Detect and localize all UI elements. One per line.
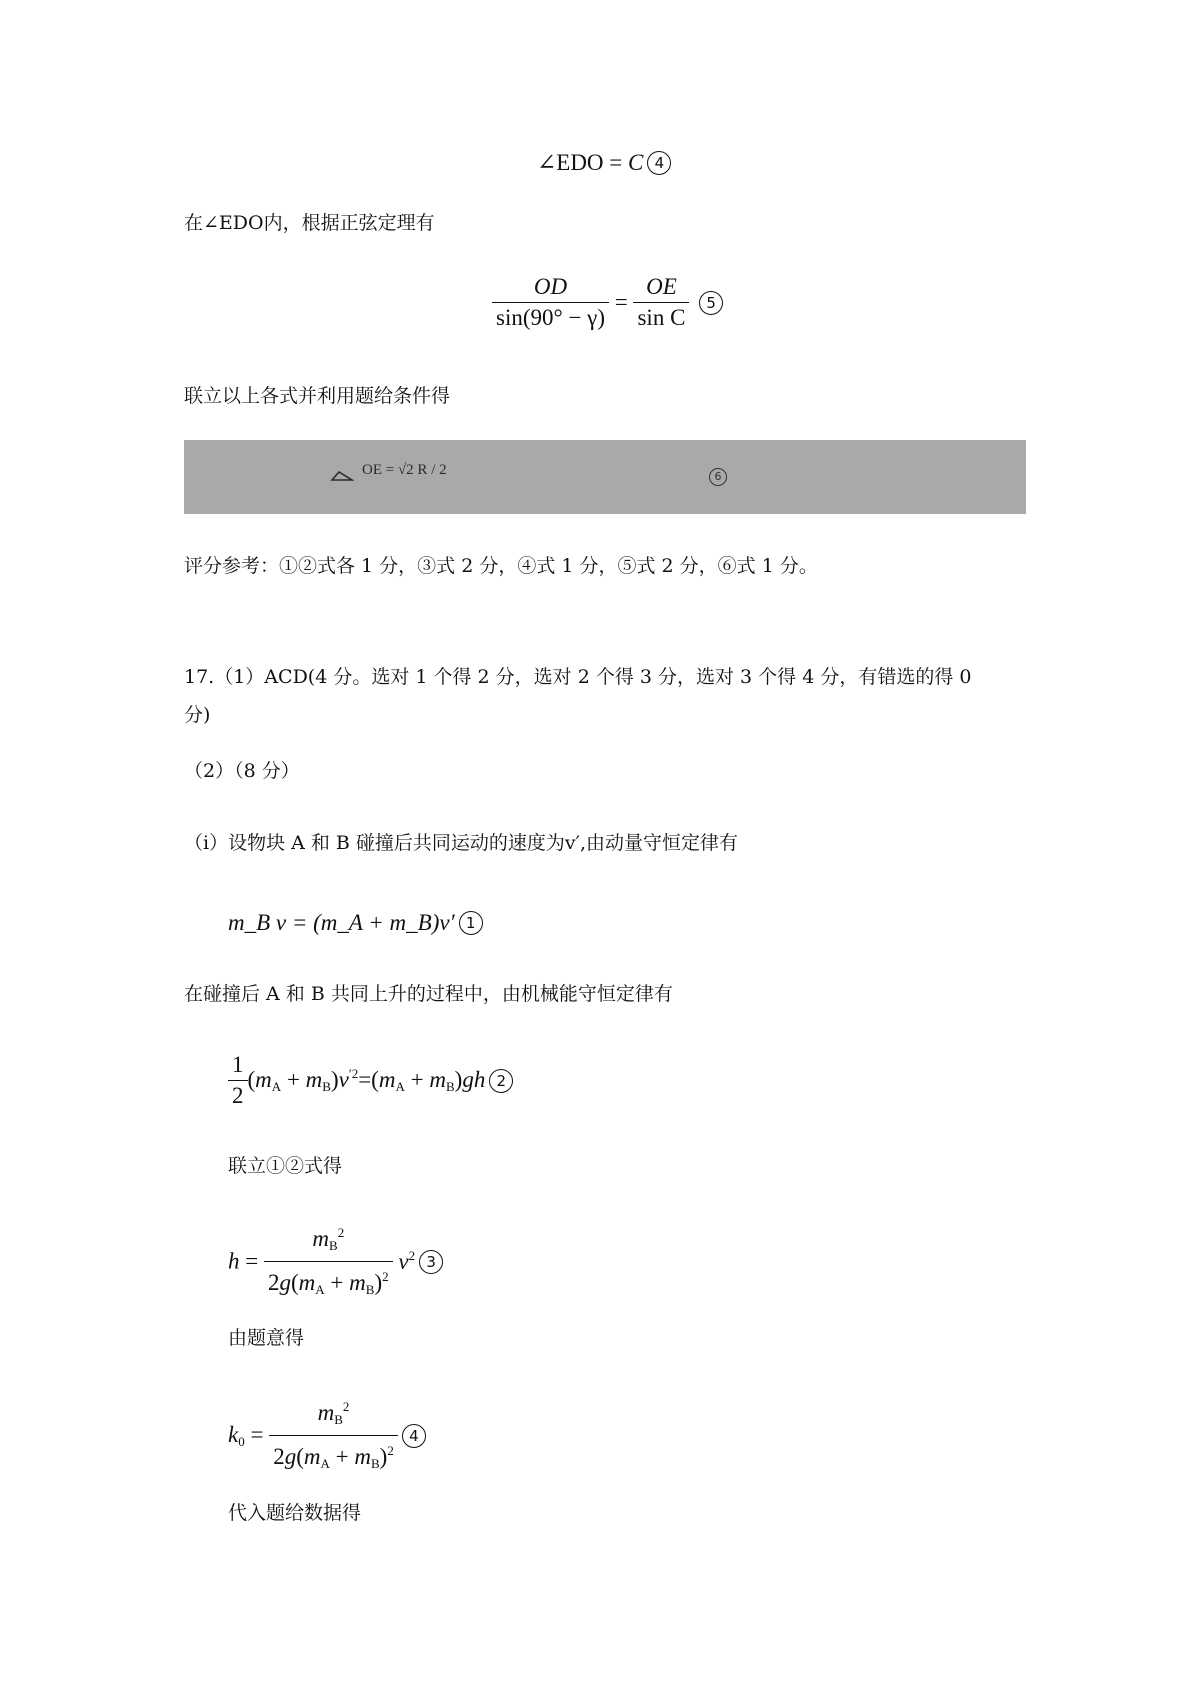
q17-line1: 17.（1）ACD(4 分。选对 1 个得 2 分，选对 2 个得 3 分，选对 3 个得 4 分，有错选的得 0 [184,666,972,688]
equation-5: $\frac{OD}{\sin(90^\circ - \gamma)}$ = $\frac{OE}{\text{sin C}}$ 5 [492,272,723,342]
fraction-half: $\frac{1}{2}$ [228,1050,248,1111]
equation-number: 6 [709,468,727,486]
q17-i: （i）设物块 A 和 B 碰撞后共同运动的速度为v′,由动量守恒定律有 [184,832,739,854]
angle-edo: ∠EDO [537,150,604,175]
equation-1-text: m_B v = (m_A + m_B)v′ [228,910,455,935]
triangle-icon [330,470,354,482]
fraction-oe: $\frac{OE}{\text{sin C}}$ [633,272,689,333]
paragraph-energy: 在碰撞后 A 和 B 共同上升的过程中，由机械能守恒定律有 [184,983,673,1005]
paragraph-combine-12: 联立①②式得 [228,1155,343,1177]
equation-number: 5 [699,291,723,315]
c-var: C [628,150,644,175]
scanned-equation-text: OE = √2 R / 2 [362,462,447,478]
fraction-k0: $\frac{m_B^2}{2g(m_A + m_B)^2}$ [269,1392,398,1479]
q17-line2: 分) [184,704,211,726]
equation-number: 1 [459,911,483,935]
equation-number: 3 [419,1250,443,1274]
q17-part2: （2）（8 分） [184,760,300,782]
equation-number: 4 [402,1424,426,1448]
fraction-od: $\frac{OD}{\sin(90^\circ - \gamma)}$ [492,272,609,333]
fraction-h: $\frac{m_B^2}{2g(m_A + m_B)^2}$ [264,1218,393,1305]
grading-reference: 评分参考：①②式各 1 分，③式 2 分，④式 1 分，⑤式 2 分，⑥式 1 分。 [184,555,818,577]
paragraph-substitute: 代入题给数据得 [228,1502,362,1524]
scanned-equation-strip [184,440,1026,514]
equation-1 [228,910,483,936]
paragraph-combine: 联立以上各式并利用题给条件得 [184,385,451,407]
paragraph-by-meaning: 由题意得 [228,1327,305,1349]
equation-number: 2 [489,1069,513,1093]
equation-4: ∠EDO = C 4 [537,150,671,176]
equation-2: $\frac{1}{2}$ $(m_A + m_B)v^{'2}=(m_A + m_B)gh$ 2 [228,1050,513,1120]
paragraph-sine-law: 在∠EDO内，根据正弦定理有 [184,212,435,234]
equation-k0: $k_0$ = $\frac{m_B^2}{2g(m_A + m_B)^2}$ 4 [228,1392,426,1466]
equation-number: 4 [647,151,671,175]
equation-3: h = $\frac{m_B^2}{2g(m_A + m_B)^2}$ $v^2$ 3 [228,1218,443,1292]
